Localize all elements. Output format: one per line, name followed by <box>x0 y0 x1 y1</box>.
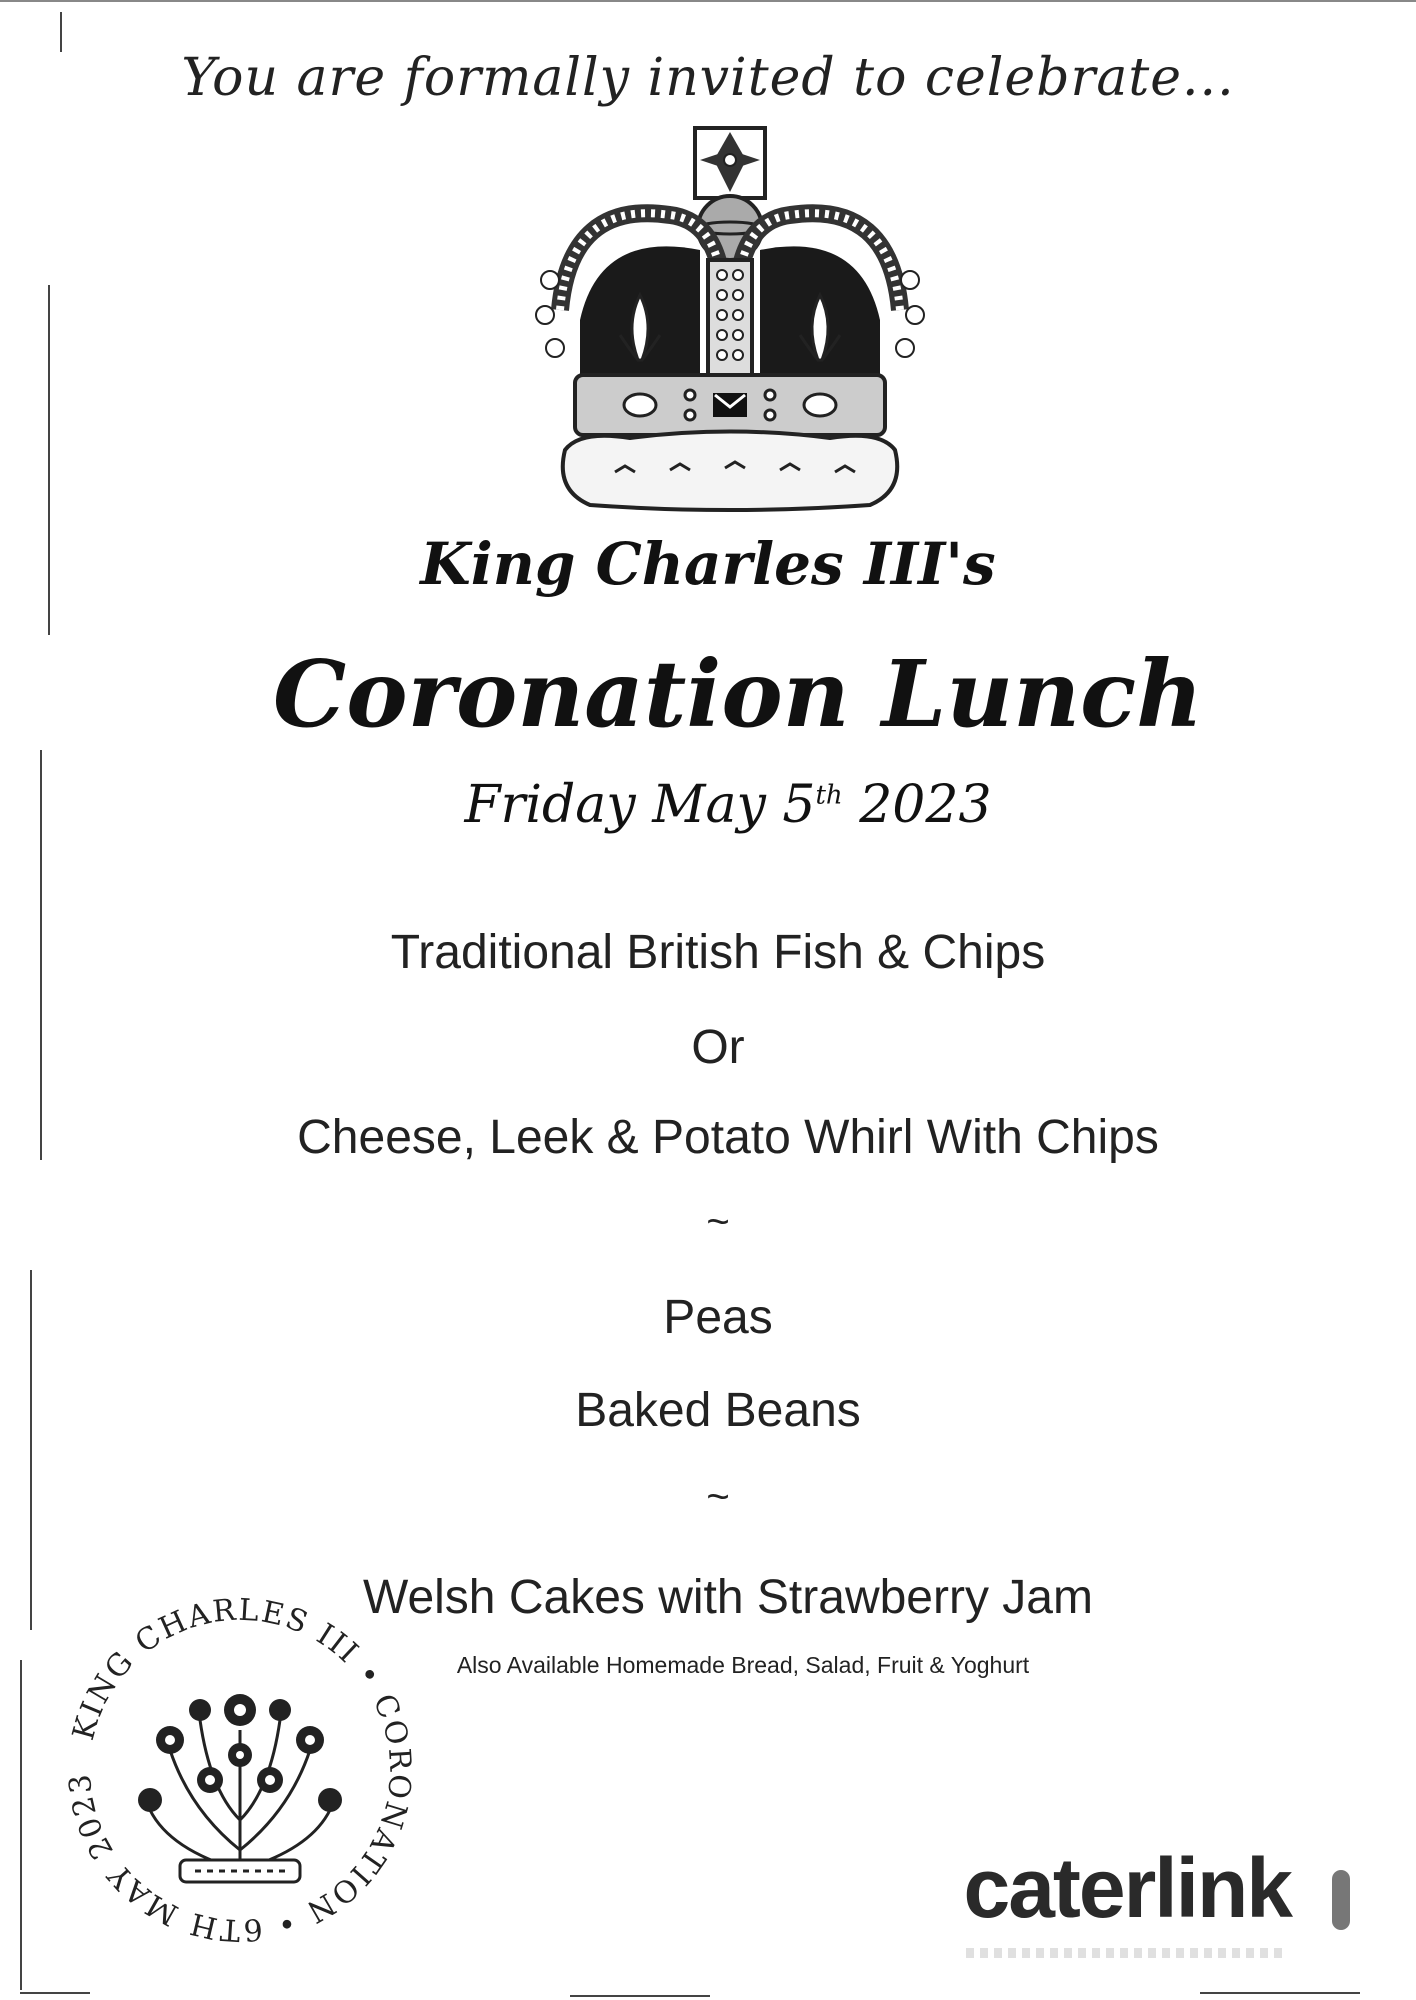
menu-separator: ~ <box>706 1200 730 1244</box>
scan-edge-top <box>0 0 1416 2</box>
scan-mark-left-5 <box>20 1660 22 1990</box>
svg-text:KING CHARLES III • CORONATION: KING CHARLES III • CORONATION • 6TH MAY 2023 <box>62 1592 418 1948</box>
coronation-emblem <box>60 1590 420 1950</box>
menu-side-2: Baked Beans <box>575 1384 861 1437</box>
event-date-suffix: th <box>815 780 843 811</box>
logo-tagline-faint <box>966 1948 1286 1958</box>
king-name: King Charles III's <box>420 530 996 598</box>
also-available-note: Also Available Homemade Bread, Salad, Fruit & Yoghurt <box>456 1652 1030 1678</box>
event-title: Coronation Lunch <box>272 640 1204 748</box>
menu-main-2: Cheese, Leek & Potato Whirl With Chips <box>297 1111 1159 1164</box>
event-date-year: 2023 <box>859 775 992 835</box>
menu-separator: ~ <box>706 1475 730 1519</box>
event-date <box>20 775 1416 835</box>
event-date-day: Friday May 5 <box>464 775 816 835</box>
crown-illustration <box>520 120 940 515</box>
crown-cross-icon <box>695 128 765 198</box>
menu-main-or: Or <box>691 1021 745 1074</box>
scan-mark-bottom-3 <box>1200 1992 1360 1994</box>
scan-blot <box>1332 1870 1350 1930</box>
invitation-intro: You are formally invited to celebrate... <box>181 48 1235 108</box>
menu-dessert: Welsh Cakes with Strawberry Jam <box>363 1571 1093 1624</box>
menu-side-1: Peas <box>663 1291 773 1344</box>
scan-mark-bottom <box>20 1992 90 1994</box>
menu-main-1: Traditional British Fish & Chips <box>390 926 1046 979</box>
scan-mark-left-1 <box>60 12 62 52</box>
scan-mark-bottom-2 <box>570 1995 710 1997</box>
caterlink-logo: caterlink <box>963 1841 1291 1935</box>
